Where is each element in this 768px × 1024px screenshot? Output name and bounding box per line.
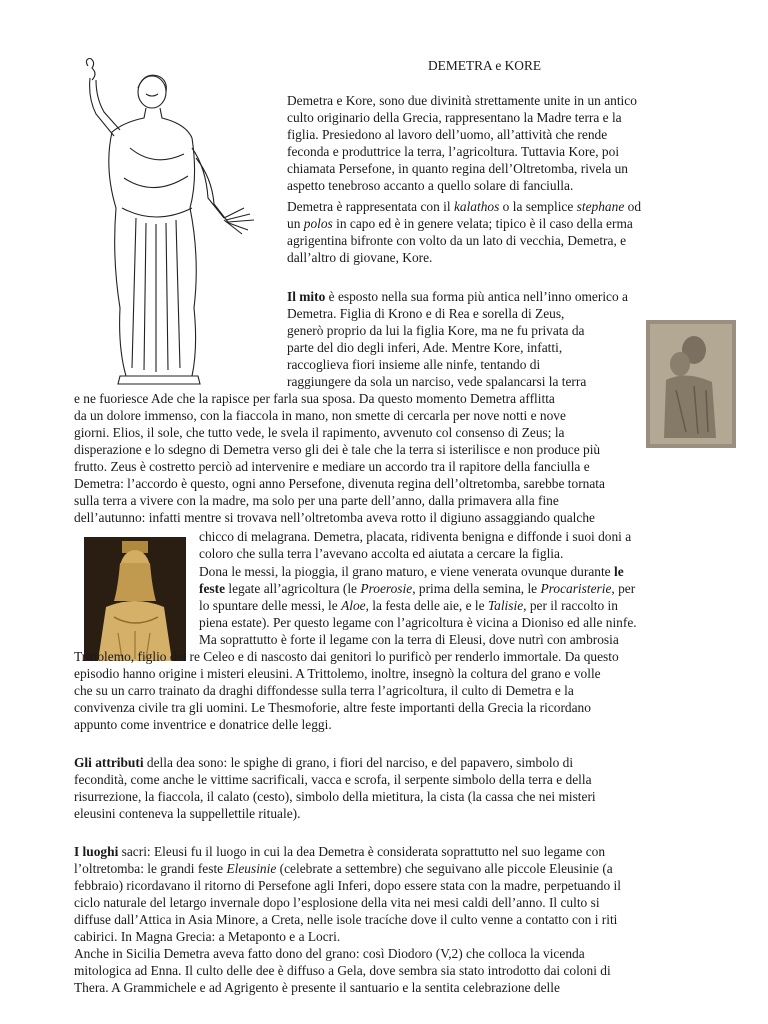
text-line: episodio hanno origine i misteri eleusini. A Trittolemo, inoltre, insegnò la coltura del grano e volle [74,666,601,681]
text-line: convivenza civile tra gli uomini. Le Thesmoforie, altre feste importanti della Grecia la ricordano [74,700,591,715]
section-heading: I luoghi [74,844,119,859]
text-line [287,288,628,305]
italic-term: Eleusinie [226,861,277,876]
text-line: Ma soprattutto è forte il legame con la terra di Eleusi, dove nutrì con ambrosia [199,632,619,647]
text-line: raggiungere da sola un narciso, vede spalancarsi la terra [287,374,587,389]
bust-figure [84,537,186,661]
text-line: sulla terra a vivere con la madre, ma solo per una parte dell’anno, dalla primavera alla fine [74,493,559,508]
italic-term: stephane [576,199,625,214]
text-line: culto originario della Grecia, rappresentano la Madre terra e la [287,110,622,125]
text-line: Thera. A Grammichele e ad Agrigento è presente il santuario e la sentita celebrazione delle [74,980,560,995]
text-span: lo spuntare delle messi, le [199,598,342,613]
text-span: , per [611,581,636,596]
text-line: diffuse dall’Attica in Asia Minore, a Creta, nelle isole tracíche dove il culto venne a contatto con i riti [74,912,618,927]
text-line: figlia. Presiedono al lavoro dell’uomo, all’attività che rende [287,127,608,142]
italic-term: polos [303,216,333,231]
section-heading: Gli attributi [74,755,144,770]
text-line: da un dolore immenso, con la fiaccola in mano, non smette di cercarla per nove notti e nove [74,408,566,423]
text-line [199,597,618,614]
text-span: Dona le messi, la pioggia, il grano maturo, e viene venerata ovunque durante [199,564,614,579]
text-line: mitologica ad Enna. Il culto delle dee è diffuso a Gela, dove sembra sia stato introdotto dai coloni di [74,963,611,978]
text-span: sacri: Eleusi fu il luogo in cui la dea Demetra è considerata soprattutto nel suo legame con [118,844,606,859]
text-span: un [287,216,304,231]
text-line: agrigentina bifronte con volto da un lato di vecchia, Demetra, e [287,233,627,248]
text-span: , prima della semina, le [412,581,541,596]
text-line: fecondità, come anche le vittime sacrificali, vacca e scrofa, il serpente simbolo della terra e della [74,772,592,787]
text-line: chiamata Persefone, in quanto regina dell’Oltretomba, rivela un [287,161,628,176]
text-line [287,215,633,232]
bold-term: feste [199,581,226,596]
text-line [74,843,605,860]
text-span: , la festa delle aie, e le [365,598,488,613]
text-span: l’oltretomba: le grandi feste [74,861,227,876]
text-line: disperazione e lo sdegno di Demetra verso gli dei è tale che la terra si isterilisce e non produce più [74,442,601,457]
text-span: legate all’agricoltura (le [225,581,361,596]
text-line: giorni. Elios, il sole, che tutto vede, le svela il rapimento, avvenuto col consenso di Zeus; la [74,425,565,440]
italic-term: kalathos [453,199,500,214]
relief-figure [646,320,736,448]
text-line: Demetra: l’accordo è questo, ogni anno Persefone, divenuta regina dell’oltretomba, sarebbe tornata [74,476,605,491]
text-line: feconda e produttrice la terra, l’agricoltura. Tuttavia Kore, poi [287,144,620,159]
text-line: piena estate). Per questo legame con l’agricoltura è vicina a Dioniso ed alle ninfe. [199,615,637,630]
text-line: Demetra e Kore, sono due divinità strettamente unite in un antico [287,93,637,108]
text-line: parte del dio degli inferi, Ade. Mentre Kore, infatti, [287,340,563,355]
text-line: raccoglieva fiori insieme alle ninfe, tentando di [287,357,541,372]
statue-figure [74,58,270,390]
text-line: appunto come inventrice e donatrice delle leggi. [74,717,332,732]
text-line: risurrezione, la fiaccola, il calato (cesto), simbolo della mietitura, la cista (la cassa che nei misteri [74,789,596,804]
text-line: chicco di melagrana. Demetra, placata, ridiventa benigna e diffonde i suoi doni a [199,529,632,544]
text-span: , per il raccolto in [523,598,618,613]
italic-term: Talisie [487,598,524,613]
text-line: e ne fuoriesce Ade che la rapisce per farla sua sposa. Da questo momento Demetra afflitta [74,391,555,406]
italic-term: Procaristerie [540,581,612,596]
text-line: ciclo naturale del letargo invernale dopo l’esplosione della vita nei mesi caldi dell’anno. Il culto si [74,895,600,910]
text-line [199,563,624,580]
text-line: cabirici. In Magna Grecia: a Metaponto e a Locri. [74,929,341,944]
text-line: coloro che sulla terra l’avevano accolta ed aiutata a cercare la figlia. [199,546,564,561]
text-line [287,198,641,215]
text-line: frutto. Zeus è costretto perciò ad intervenire e mediare un accordo tra il rapitore della fanciulla e [74,459,590,474]
text-line [74,754,573,771]
text-line: Anche in Sicilia Demetra aveva fatto dono del grano: così Diodoro (V,2) che colloca la vicenda [74,946,585,961]
text-line: dell’autunno: infatti mentre si trovava nell’oltretomba aveva rotto il digiuno assaggiando qualche [74,510,595,525]
italic-term: Aloe [341,598,366,613]
text-line: Trittolemo, figlio del re Celeo e di nascosto dai genitori lo purificò per renderlo immortale. Da questo [74,649,619,664]
text-line: che su un carro trainato da draghi diffondesse sulla terra l’agricoltura, il culto di Demetra e la [74,683,574,698]
text-line: eleusini conteneva la suppellettile rituale). [74,806,301,821]
text-span: (celebrate a settembre) che seguivano alle piccole Eleusinie (a [276,861,613,876]
text-span: o la semplice [499,199,577,214]
text-span: è esposto nella sua forma più antica nell’inno omerico a [325,289,628,304]
text-line [74,860,613,877]
text-span: Demetra è rappresentata con il [287,199,454,214]
text-span: in capo ed è in genere velata; tipico è il caso della erma [332,216,633,231]
text-line [199,580,635,597]
text-line: dall’altro di giovane, Kore. [287,250,433,265]
page-title: DEMETRA e KORE [428,58,542,73]
italic-term: Proerosie [360,581,413,596]
text-line: Demetra. Figlia di Krono e di Rea e sorella di Zeus, [287,306,565,321]
text-line: febbraio) ricordavano il ritorno di Persefone agli Inferi, dopo essere stata con la madre, perpetuando il [74,878,621,893]
text-line: aspetto tenebroso accanto a quello solare di fanciulla. [287,178,574,193]
text-span: della dea sono: le spighe di grano, i fiori del narciso, e del papavero, simbolo di [143,755,574,770]
bold-term: le [613,564,624,579]
text-span: od [624,199,642,214]
section-heading: Il mito [287,289,326,304]
text-line: generò proprio da lui la figlia Kore, ma ne fu privata da [287,323,585,338]
